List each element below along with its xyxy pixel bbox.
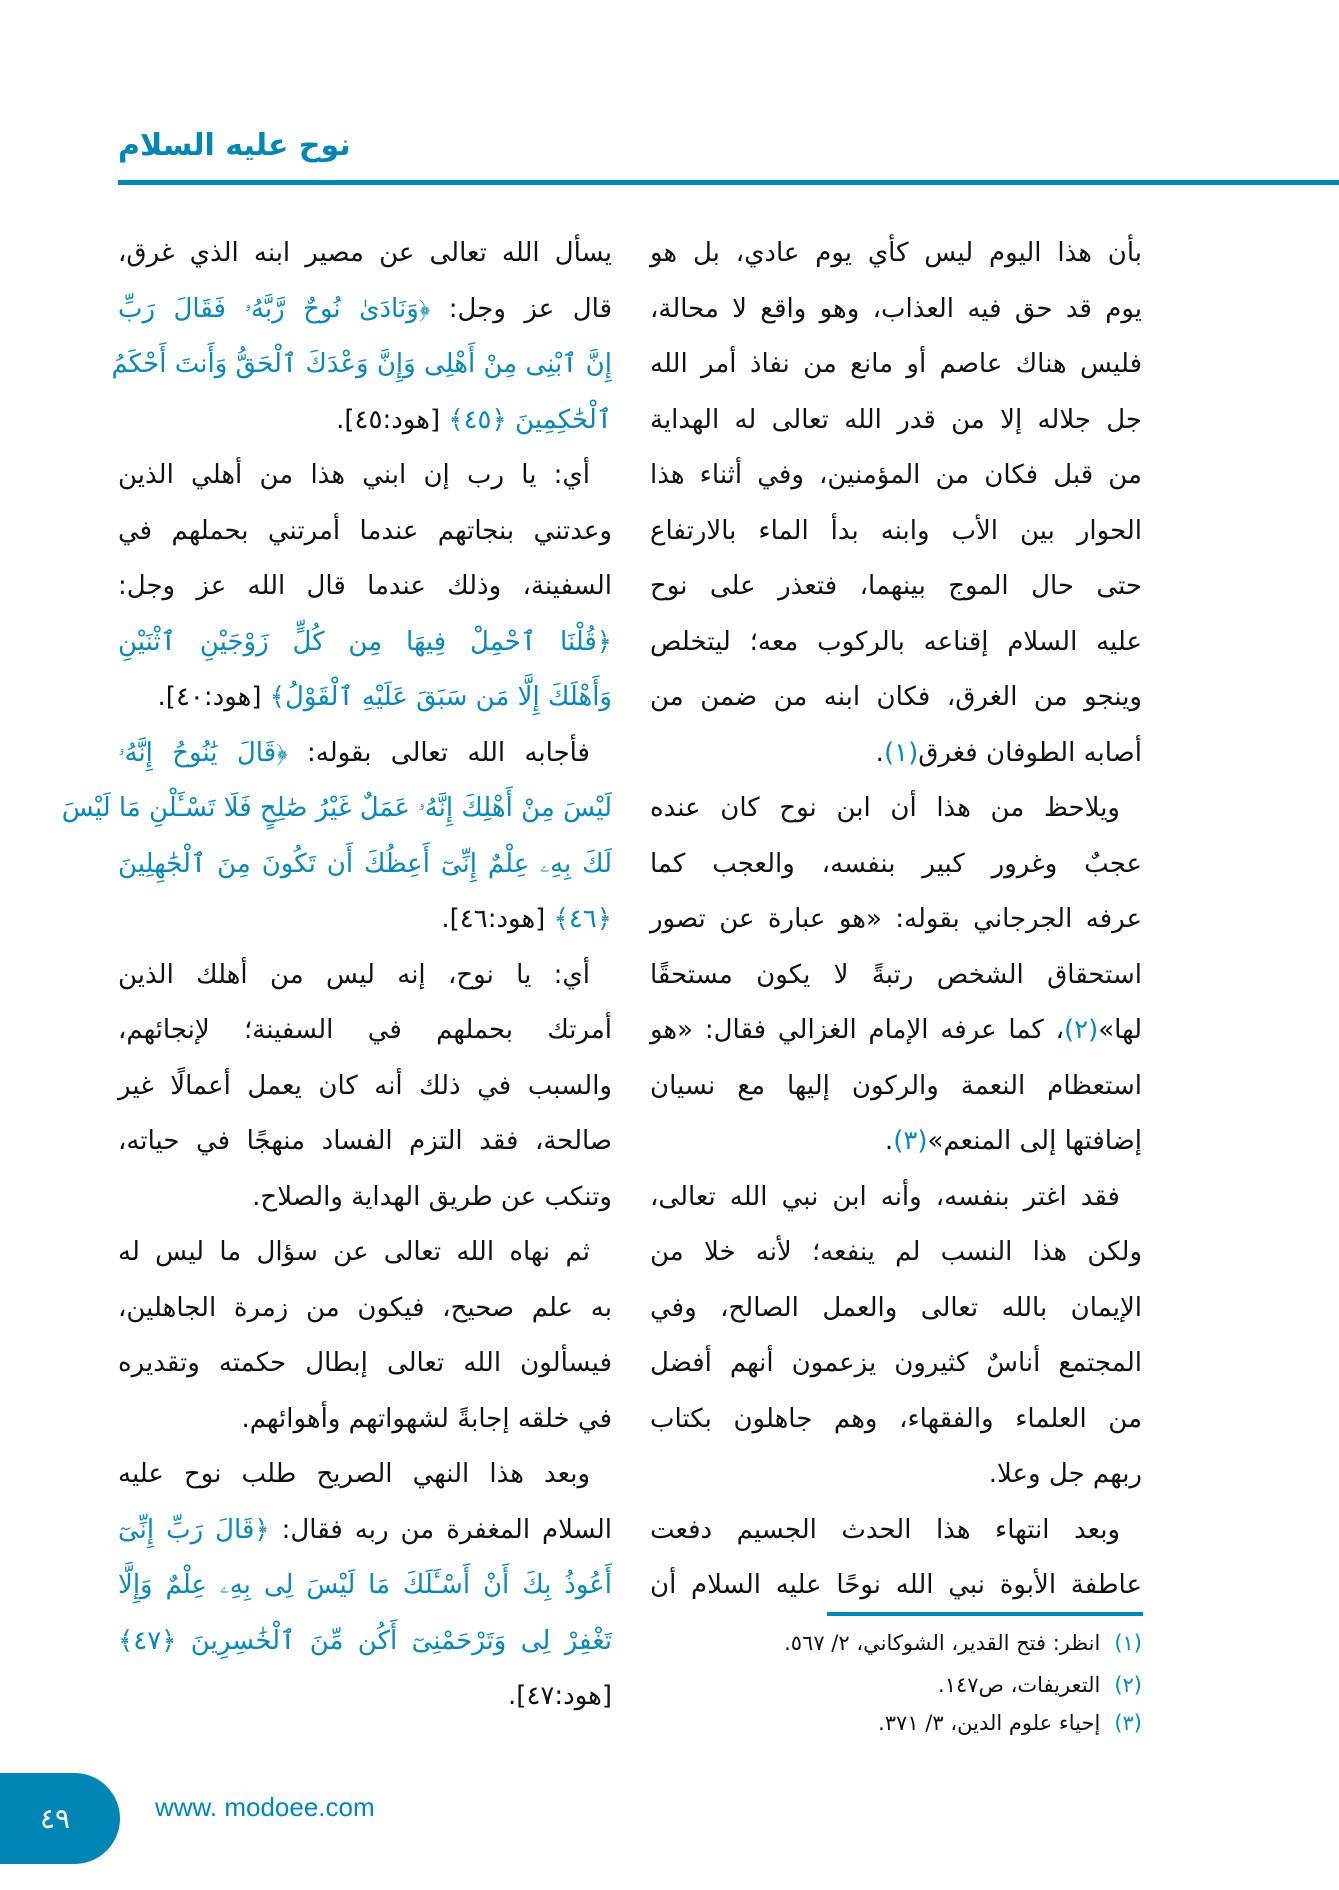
text-line	[118, 1669, 612, 1724]
footnote	[650, 1666, 1142, 1704]
body-text: [هود:٤٧].	[508, 1681, 612, 1711]
body-text: من العلماء والفقهاء، وهم جاهلون بكتاب	[650, 1403, 1142, 1434]
quran-text: ﴿وَنَادَىٰ نُوحٌ رَّبَّهُۥ فَقَالَ رَبِّ	[118, 293, 431, 324]
quran-text: لَيْسَ مِنْ أَهْلِكَ إِنَّهُۥ عَمَلٌ غَيْرُ صَٰلِحٍ فَلَا تَسْـَٔلْنِ مَا لَيْسَ	[61, 793, 612, 823]
body-text: حتى حال الموج بينهما، فتعذر على نوح	[650, 571, 1142, 601]
body-text: بأن هذا اليوم ليس كأي يوم عادي، بل هو	[650, 238, 1142, 268]
text-line	[118, 1225, 612, 1280]
text-line	[650, 1281, 1142, 1336]
text-line	[118, 948, 612, 1003]
text-line	[118, 1503, 612, 1558]
text-line	[61, 781, 612, 836]
text-line	[118, 559, 612, 614]
text-line	[111, 337, 612, 392]
text-line	[650, 1558, 1142, 1613]
body-text: ، كما عرفه الإمام الغزالي فقال: «هو	[650, 1015, 1064, 1045]
body-text: يوم قد حق فيه العذاب، وهو واقع لا محالة،	[650, 293, 1142, 324]
header-rule	[118, 180, 1339, 185]
text-line	[650, 726, 1142, 781]
text-line	[118, 615, 612, 670]
footnote-separator	[827, 1612, 1143, 1616]
body-text: عاطفة الأبوة نبي الله نوحًا عليه السلام أن	[650, 1570, 1142, 1600]
body-text: [هود:٤٠].	[157, 682, 262, 712]
body-text: وعدتني بنجاتهم عندما أمرتني بحملهم في	[118, 515, 612, 546]
body-text: وتنكب عن طريق الهداية والصلاح.	[252, 1181, 612, 1212]
body-text: من قبل فكان من المؤمنين، وفي أثناء هذا	[650, 460, 1142, 490]
footnote-text: إحياء علوم الدين، ٣/ ٣٧١.	[878, 1711, 1101, 1735]
body-text: إضافتها إلى المنعم»	[927, 1126, 1142, 1156]
quran-text: ﴿قَالَ رَبِّ إِنِّىٓ	[118, 1514, 270, 1545]
body-text: فأجابه الله تعالى بقوله:	[287, 737, 590, 768]
text-line	[650, 781, 1142, 836]
body-text: [هود:٤٥].	[336, 404, 441, 435]
quran-text: ﴿قُلْنَا ٱحْمِلْ فِيهَا مِن كُلٍّ زَوْجَيْنِ ٱثْنَيْنِ	[118, 626, 612, 657]
quran-text: (٣)	[893, 1126, 928, 1156]
quran-text: (١)	[883, 737, 919, 768]
text-line	[650, 559, 1142, 614]
body-text: صالحة، فقد التزم الفساد منهجًا في حياته،	[118, 1126, 612, 1156]
body-text: استعظام النعمة والركون إليها مع نسيان	[650, 1070, 1142, 1101]
text-line	[650, 837, 1142, 892]
text-line	[118, 1336, 612, 1391]
body-text: عليه السلام إقناعه بالركوب معه؛ ليتخلص	[650, 626, 1142, 657]
text-line	[118, 1003, 612, 1058]
text-line	[650, 1059, 1142, 1114]
footnote	[650, 1624, 1142, 1662]
text-line	[650, 282, 1142, 337]
body-text: به علم صحيح، فيكون من زمرة الجاهلين،	[118, 1292, 612, 1323]
text-line	[118, 1281, 612, 1336]
body-text: قال عز وجل:	[430, 293, 612, 324]
page-number-badge: ٤٩	[0, 1773, 120, 1864]
text-line	[118, 1558, 612, 1613]
text-line	[650, 337, 1142, 392]
body-text: .	[884, 1126, 894, 1156]
body-text: في خلقه إجابةً لشهواتهم وأهوائهم.	[241, 1403, 612, 1434]
footnote-number: (٣)	[1114, 1711, 1142, 1735]
text-line	[650, 948, 1142, 1003]
body-text: وبعد انتهاء هذا الحدث الجسيم دفعت	[650, 1514, 1120, 1545]
text-line	[650, 1003, 1142, 1058]
text-line	[118, 1614, 612, 1669]
text-line	[118, 892, 612, 947]
body-text: فقد اغتر بنفسه، وأنه ابن نبي الله تعالى،	[650, 1181, 1120, 1212]
text-line	[650, 1336, 1142, 1391]
body-text: ويلاحظ من هذا أن ابن نوح كان عنده	[650, 793, 1120, 823]
footnote	[650, 1704, 1142, 1742]
quran-text: إِنَّ ٱبْنِى مِنْ أَهْلِى وَإِنَّ وَعْدَكَ ٱلْحَقُّ وَأَنتَ أَحْكَمُ	[111, 349, 612, 379]
body-text: جل جلاله إلا من قدر الله تعالى له الهداية	[650, 404, 1142, 435]
website-link[interactable]: www. modoee.com	[155, 1792, 375, 1822]
body-text: فليس هناك عاصم أو مانع من نفاذ أمر الله	[650, 349, 1142, 379]
body-text: عرفه الجرجاني بقوله: «هو عبارة عن تصور	[650, 904, 1142, 934]
body-text: أصابه الطوفان فغرق	[918, 737, 1142, 768]
footnote-text: التعريفات، ص١٤٧.	[938, 1673, 1101, 1697]
text-line	[650, 448, 1142, 503]
body-text: الإيمان بالله تعالى والعمل الصالح، وفي	[650, 1292, 1142, 1323]
body-text: أمرتك بحملهم في السفينة؛ لإنجائهم،	[118, 1015, 612, 1045]
body-text: ربهم جل وعلا.	[988, 1459, 1142, 1489]
quran-text: أَعُوذُ بِكَ أَنْ أَسْـَٔلَكَ مَا لَيْسَ لِى بِهِۦ عِلْمٌ وَإِلَّا	[118, 1570, 612, 1600]
footnote-number: (١)	[1114, 1631, 1142, 1655]
text-line	[118, 837, 612, 892]
body-text: والسبب في ذلك أنه كان يعمل أعمالًا غير	[118, 1070, 612, 1101]
text-line	[650, 670, 1142, 725]
quran-text: ﴿قَالَ يَٰنُوحُ إِنَّهُۥ	[118, 737, 288, 768]
text-line	[118, 1447, 612, 1502]
text-line	[118, 726, 612, 781]
text-line	[650, 1114, 1142, 1169]
text-line	[118, 504, 612, 559]
text-line	[650, 226, 1142, 281]
body-text: السفينة، وذلك عندما قال الله عز وجل:	[118, 571, 612, 601]
text-line	[118, 1114, 612, 1169]
text-line	[650, 1447, 1142, 1502]
text-line	[650, 1170, 1142, 1225]
quran-text: وَأَهْلَكَ إِلَّا مَن سَبَقَ عَلَيْهِ ٱلْقَوْلُ﴾	[261, 682, 612, 712]
text-line	[118, 393, 612, 448]
text-line	[650, 1503, 1142, 1558]
text-line	[650, 1225, 1142, 1280]
text-line	[650, 892, 1142, 947]
text-line	[118, 282, 612, 337]
body-text: وينجو من الغرق، فكان ابنه من ضمن من	[650, 682, 1142, 712]
footnote-number: (٢)	[1114, 1673, 1142, 1697]
quran-text: ﴿٤٦﴾	[545, 904, 612, 934]
text-line	[118, 1059, 612, 1114]
quran-text: تَغْفِرْ لِى وَتَرْحَمْنِىٓ أَكُن مِّنَ ٱلْخَٰسِرِينَ ﴿٤٧﴾	[118, 1625, 612, 1656]
text-line	[118, 1170, 612, 1225]
text-line	[650, 1392, 1142, 1447]
quran-text: ٱلْحَٰكِمِينَ ﴿٤٥﴾	[440, 404, 612, 435]
body-text: ثم نهاه الله تعالى عن سؤال ما ليس له	[118, 1237, 590, 1267]
body-text: [هود:٤٦].	[441, 904, 546, 934]
quran-text: لَكَ بِهِۦ عِلْمٌ إِنِّىٓ أَعِظُكَ أَن تَكُونَ مِنَ ٱلْجَٰهِلِينَ	[118, 848, 612, 879]
running-header-title: نوح عليه السلام	[118, 128, 351, 163]
body-text: يسأل الله تعالى عن مصير ابنه الذي غرق،	[118, 238, 612, 268]
body-text: المجتمع أناسٌ كثيرون يزعمون أنهم أفضل	[650, 1348, 1142, 1378]
body-text: عجبٌ وغرور كبير بنفسه، والعجب كما	[650, 848, 1142, 879]
body-text: فيسألون الله تعالى إبطال حكمته وتقديره	[118, 1348, 612, 1378]
text-line	[118, 226, 612, 281]
body-text: استحقاق الشخص رتبةً لا يكون مستحقًا	[650, 959, 1142, 990]
body-text: .	[875, 737, 884, 768]
footnote-text: انظر: فتح القدير، الشوكاني، ٢/ ٥٦٧.	[784, 1631, 1101, 1655]
text-line	[118, 1392, 612, 1447]
text-line	[650, 504, 1142, 559]
body-text: ولكن هذا النسب لم ينفعه؛ لأنه خلا من	[650, 1237, 1142, 1267]
text-line	[118, 670, 612, 725]
body-text: أي: يا نوح، إنه ليس من أهلك الذين	[118, 959, 590, 990]
quran-text: (٢)	[1063, 1015, 1099, 1045]
text-line	[650, 393, 1142, 448]
body-text: وبعد هذا النهي الصريح طلب نوح عليه	[118, 1459, 590, 1489]
body-text: الحوار بين الأب وابنه بدأ الماء بالارتفاع	[650, 515, 1142, 546]
body-text: أي: يا رب إن ابني هذا من أهلي الذين	[118, 460, 590, 490]
text-line	[118, 448, 612, 503]
text-line	[650, 615, 1142, 670]
body-text: السلام المغفرة من ربه فقال:	[269, 1514, 613, 1545]
body-text: لها»	[1098, 1015, 1142, 1045]
